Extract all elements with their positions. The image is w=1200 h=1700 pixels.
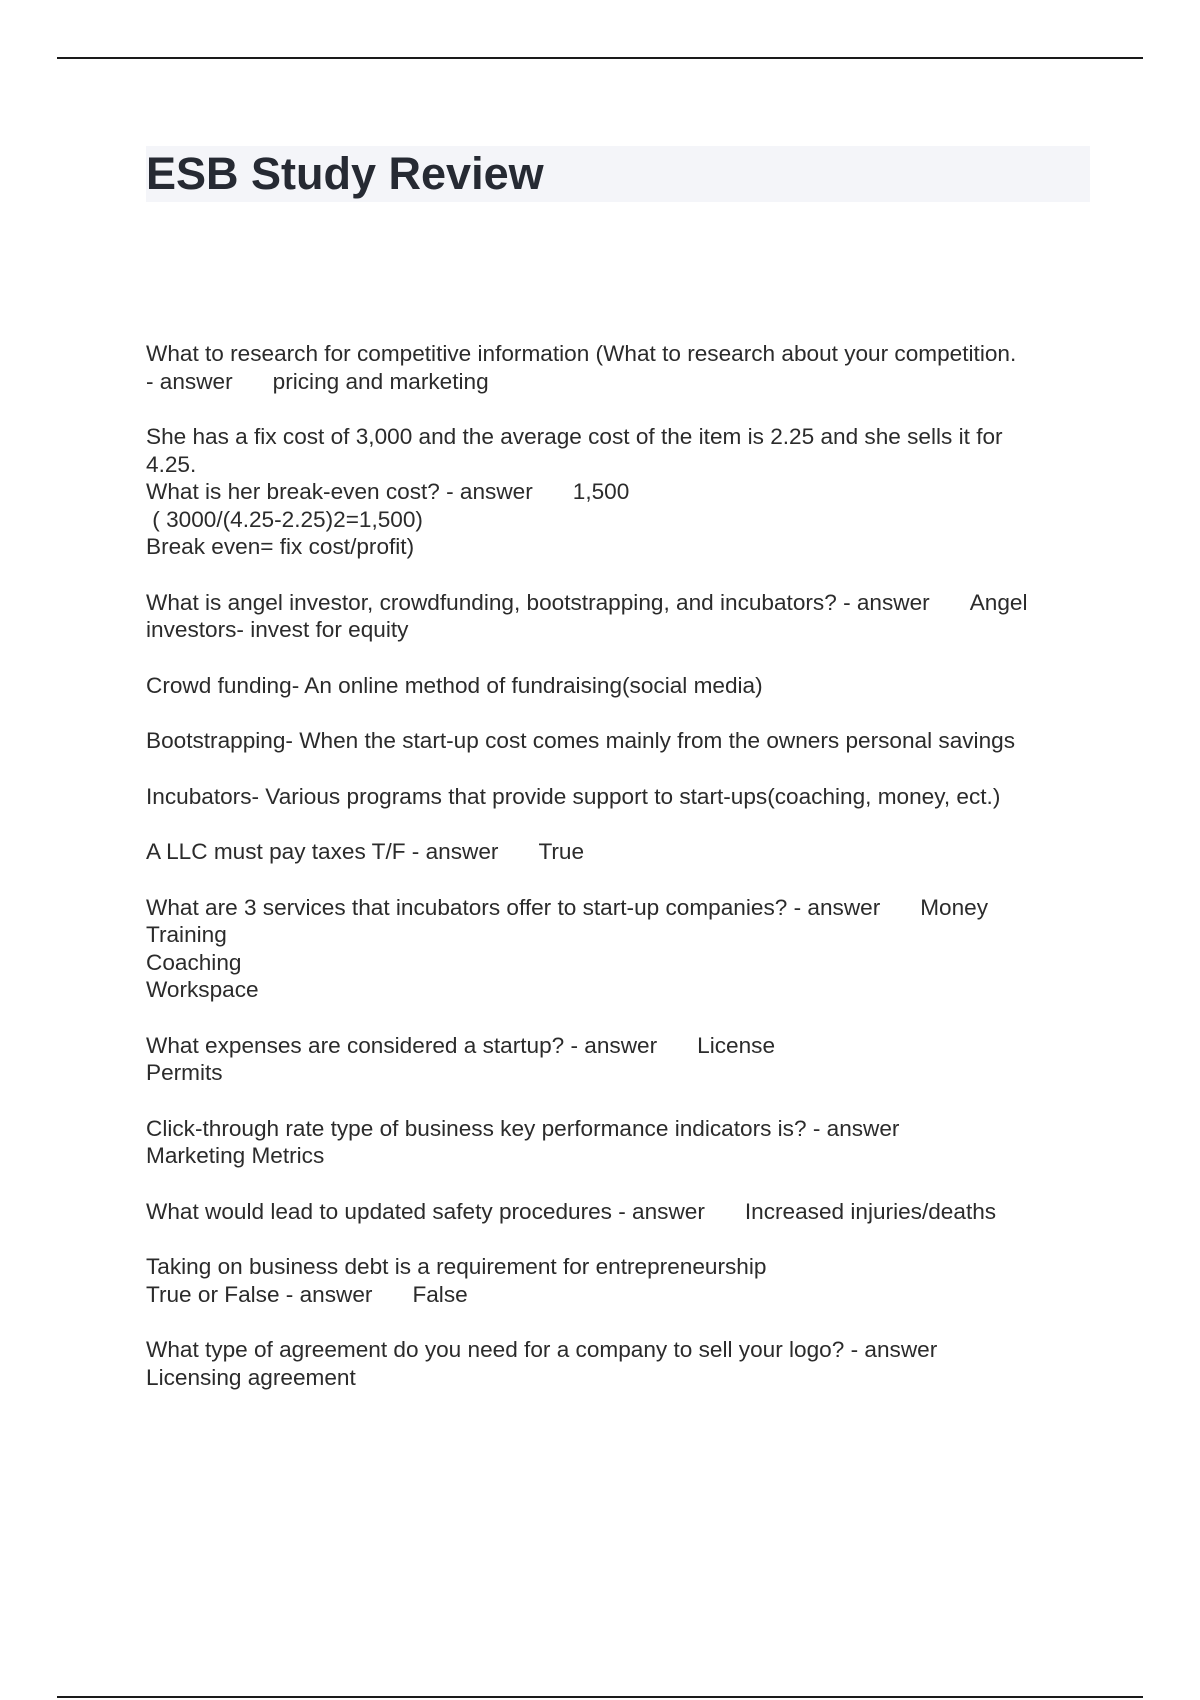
answer-detail: investors- invest for equity — [146, 617, 409, 642]
answer-text: Angel — [969, 589, 1028, 615]
answer-text: 1,500 — [572, 479, 630, 504]
qa-item — [146, 1253, 1106, 1308]
answer-text: Licensing agreement — [146, 1364, 356, 1390]
answer-list-item: Training — [146, 922, 227, 947]
question-line — [146, 894, 1106, 922]
top-rule — [57, 57, 1143, 59]
answer-detail: ( 3000/(4.25-2.25)2=1,500) — [146, 506, 423, 532]
question-text: She has a fix cost of 3,000 and the average cost of the item is 2.25 and she sells it for — [146, 424, 1003, 449]
question-text: Click-through rate type of business key performance indicators is? - answer — [146, 1115, 900, 1141]
question-text: What to research for competitive information (What to research about your competition. — [146, 341, 1017, 366]
qa-item — [146, 340, 1106, 395]
qa-item — [146, 1115, 1106, 1170]
page-title: ESB Study Review — [146, 148, 544, 199]
bottom-rule — [57, 1696, 1143, 1698]
qa-item — [146, 1198, 1106, 1226]
answer-paragraph — [146, 727, 1106, 755]
answer-paragraph — [146, 783, 1106, 811]
qa-item — [146, 838, 1106, 866]
question-line — [146, 838, 1106, 866]
question-text-cont: 4.25. — [146, 451, 197, 477]
answer-paragraph — [146, 672, 1106, 700]
answer-text: True — [538, 839, 585, 864]
question-text: What would lead to updated safety procedures - answer — [146, 1198, 705, 1224]
question-text-cont — [146, 478, 1106, 506]
question-text: A LLC must pay taxes T/F - answer — [146, 839, 499, 864]
question-text: True or False - answer — [146, 1281, 373, 1307]
qa-item — [146, 423, 1106, 561]
study-content — [146, 340, 1106, 1419]
answer-marker: - answer — [146, 368, 233, 394]
question-line — [146, 1281, 1106, 1309]
answer-text: False — [412, 1281, 468, 1307]
answer-list-item: Coaching — [146, 949, 242, 975]
question-line — [146, 1032, 1106, 1060]
answer-list-item: Permits — [146, 1060, 223, 1085]
qa-item — [146, 1336, 1106, 1391]
qa-item — [146, 1032, 1106, 1087]
question-text: What is her break-even cost? - answer — [146, 479, 533, 504]
question-text: What expenses are considered a startup? - answer — [146, 1032, 658, 1058]
question-text: What type of agreement do you need for a company to sell your logo? - answer — [146, 1337, 938, 1362]
answer-detail: Crowd funding- An online method of fundraising(social media) — [146, 672, 763, 698]
answer-detail: Bootstrapping- When the start-up cost comes mainly from the owners personal savings — [146, 728, 1015, 753]
answer-text: Increased injuries/deaths — [744, 1198, 997, 1224]
answer-text: Money — [920, 894, 989, 920]
answer-text: pricing and marketing — [272, 368, 489, 394]
answer-list-item: Workspace — [146, 977, 259, 1002]
question-text: What is angel investor, crowdfunding, bootstrapping, and incubators? - answer — [146, 589, 930, 615]
answer-text: Marketing Metrics — [146, 1143, 325, 1168]
qa-item — [146, 894, 1106, 1004]
question-text — [146, 589, 1106, 617]
question-text: What are 3 services that incubators offer to start-up companies? - answer — [146, 894, 881, 920]
question-text: Taking on business debt is a requirement for entrepreneurship — [146, 1254, 767, 1279]
answer-detail: Incubators- Various programs that provide support to start-ups(coaching, money, ect.) — [146, 783, 1001, 809]
question-text-cont — [146, 368, 1106, 396]
qa-item — [146, 589, 1106, 644]
answer-text: License — [697, 1032, 776, 1058]
answer-detail: Break even= fix cost/profit) — [146, 534, 415, 559]
question-line — [146, 1198, 1106, 1226]
